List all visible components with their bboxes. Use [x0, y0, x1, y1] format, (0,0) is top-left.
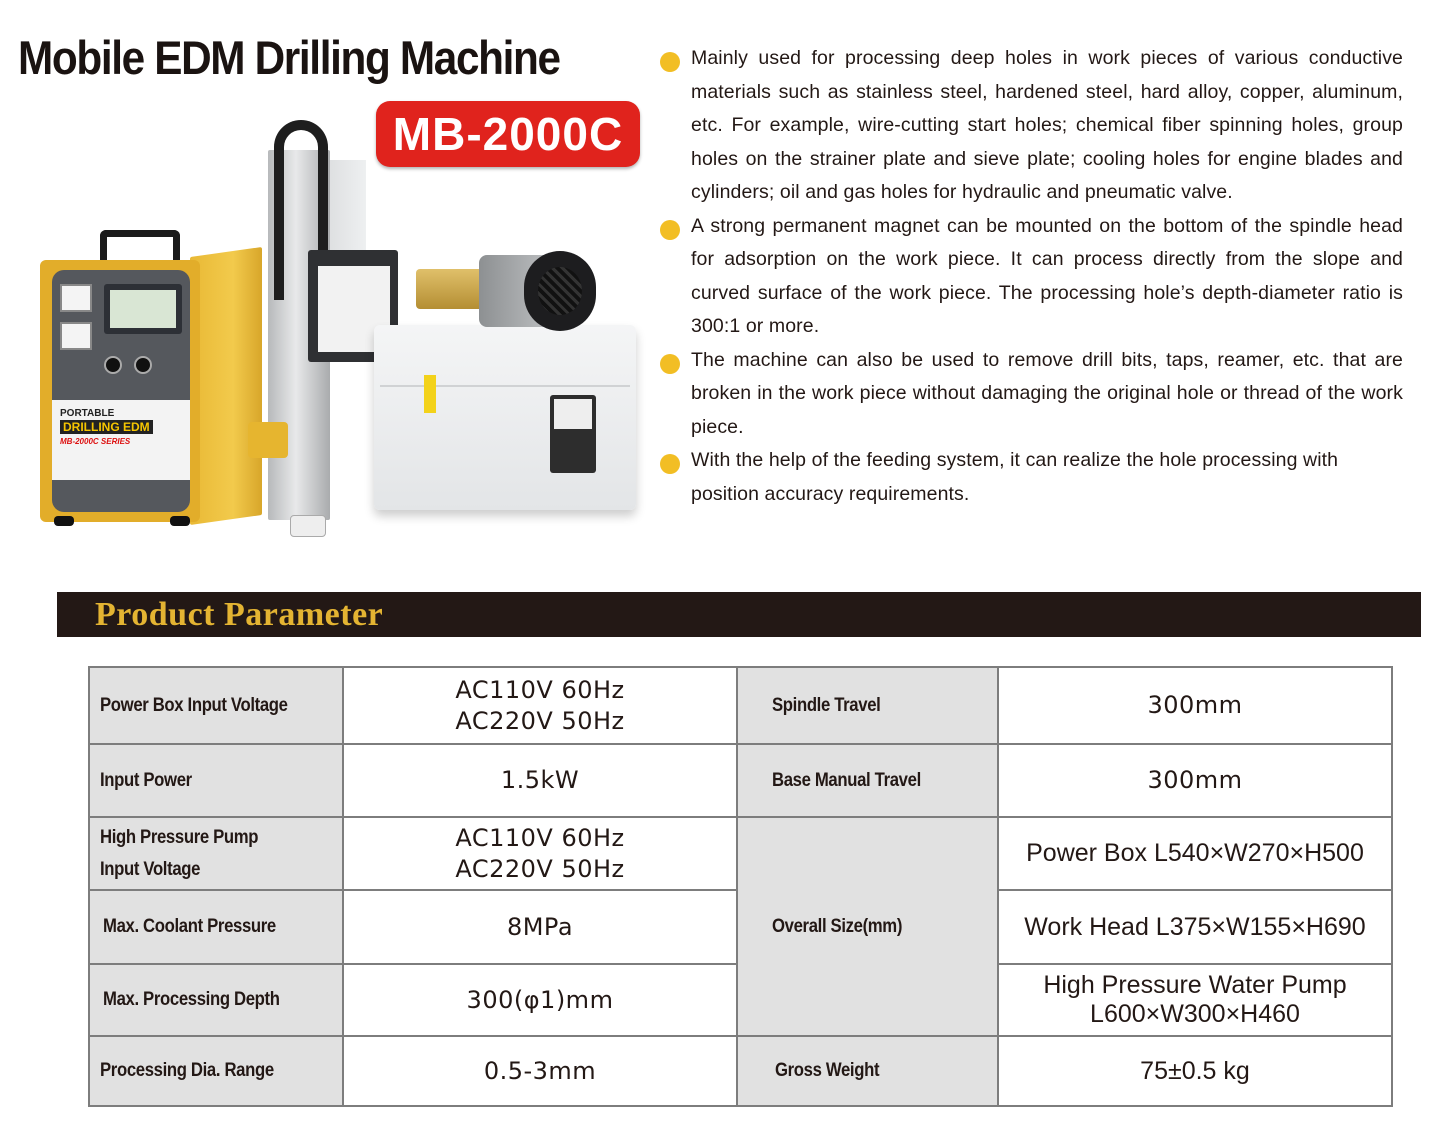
foot-icon [290, 515, 326, 537]
label-base-manual-travel: Base Manual Travel [772, 769, 921, 791]
param-value [998, 744, 1392, 817]
param-label [89, 890, 343, 964]
label-spindle-travel: Spindle Travel [772, 694, 881, 716]
display-screen [104, 284, 182, 334]
label-series: MB-2000C SERIES [60, 437, 131, 446]
feature-item [660, 344, 1403, 445]
label-processing-dia-range: Processing Dia. Range [100, 1060, 274, 1081]
water-pump-image [374, 235, 649, 525]
param-value [343, 817, 737, 890]
label-overall-size: Overall Size(mm) [772, 915, 903, 937]
param-value [343, 1036, 737, 1106]
value-spindle-travel: 300mm [1147, 691, 1243, 719]
pump-head-icon [416, 269, 484, 309]
pump-label [550, 395, 596, 473]
table-row [89, 1036, 1392, 1106]
value-gross-weight: 75±0.5 kg [1140, 1056, 1250, 1085]
feature-list [660, 42, 1403, 511]
table-row [89, 667, 1392, 744]
value-water-pump-size: L600×W300×H460 [1090, 1000, 1300, 1028]
feature-text: The machine can also be used to remove drill bits, taps, reamer, etc. that are broken in the work piece without damaging the original hole or thread of the work piece. [691, 348, 1403, 438]
gauge-icon [60, 322, 92, 350]
param-value [343, 667, 737, 744]
power-box-side [190, 247, 262, 525]
product-photo [36, 115, 651, 555]
label-input-power: Input Power [100, 769, 192, 791]
power-box-label [52, 400, 190, 480]
power-box-image [40, 230, 262, 525]
label-power-box-input-voltage: Power Box Input Voltage [100, 694, 288, 716]
bullet-icon [660, 52, 680, 72]
param-value [998, 817, 1392, 890]
value-max-processing-depth: 300(φ1)mm [466, 985, 614, 1014]
magnet-base-icon [248, 422, 288, 458]
param-value [998, 1036, 1392, 1106]
section-title: Product Parameter [95, 596, 384, 633]
fan-cover-icon [524, 251, 596, 331]
param-label [89, 1036, 343, 1106]
feature-text: With the help of the feeding system, it can realize the hole processing with position accuracy requirements. [691, 449, 1339, 505]
warning-sticker [424, 375, 436, 413]
parameter-table [88, 666, 1393, 1107]
param-value [998, 964, 1392, 1036]
feature-item [660, 444, 1403, 511]
param-value [343, 890, 737, 964]
value-max-coolant-pressure: 8MPa [506, 912, 574, 941]
wheel-icon [54, 516, 74, 526]
feature-text: A strong permanent magnet can be mounted on the bottom of the spindle head for adsorption on the work piece. It can process directly from the slope and curved surface of the work piece. The processing hole’s depth-diameter ratio is 300:1 or more. [691, 214, 1403, 337]
knob-icon [104, 356, 122, 374]
bullet-icon [660, 220, 680, 240]
param-value [998, 667, 1392, 744]
value-line: AC220V 50Hz [455, 854, 625, 883]
table-row [89, 744, 1392, 817]
model-badge: MB-2000C [376, 101, 640, 167]
label-high-pressure-pump: High Pressure Pump [100, 826, 259, 848]
table-row [89, 817, 1392, 890]
param-label [89, 964, 343, 1036]
page-title: Mobile EDM Drilling Machine [18, 31, 560, 84]
power-box-front [40, 260, 200, 522]
param-label [737, 1036, 998, 1106]
value-work-head-size: Work Head L375×W155×H690 [1024, 912, 1366, 941]
feature-text: Mainly used for processing deep holes in work pieces of various conductive materials such as stainless steel, hardened steel, hard alloy, copper, aluminum, etc. For example, wire-cutting start holes; chemical fiber spinning holes, group holes on the strainer plate and sieve plate; cooling holes for engine blades and cylinders; oil and gas holes for hydraulic and pneumatic valve. [691, 47, 1403, 203]
label-portable: PORTABLE [60, 408, 115, 419]
value-input-power: 1.5kW [500, 766, 580, 794]
label-input-voltage: Input Voltage [100, 858, 201, 880]
control-panel [52, 270, 190, 512]
wheel-icon [170, 516, 190, 526]
value-base-manual-travel: 300mm [1147, 766, 1243, 794]
param-label [89, 667, 343, 744]
gauge-icon [60, 284, 92, 312]
value-water-pump-label: High Pressure Water Pump [1043, 971, 1347, 999]
param-value [343, 964, 737, 1036]
bullet-icon [660, 454, 680, 474]
param-value [343, 744, 737, 817]
param-value [998, 890, 1392, 964]
feature-item [660, 210, 1403, 344]
section-header [57, 592, 1421, 637]
knob-icon [134, 356, 152, 374]
label-max-processing-depth: Max. Processing Depth [103, 989, 280, 1010]
value-power-box-size: Power Box L540×W270×H500 [1026, 839, 1364, 867]
value-line: AC220V 50Hz [455, 706, 625, 735]
value-line: AC110V 60Hz [455, 675, 625, 704]
param-label [737, 744, 998, 817]
value-line: AC110V 60Hz [455, 823, 625, 852]
param-label [89, 744, 343, 817]
handle-icon [100, 230, 180, 260]
label-drilling-edm: DRILLING EDM [60, 420, 153, 434]
value-processing-dia-range: 0.5-3mm [483, 1056, 597, 1085]
water-tank [374, 325, 636, 510]
label-gross-weight: Gross Weight [775, 1060, 880, 1081]
label-max-coolant-pressure: Max. Coolant Pressure [103, 916, 276, 937]
param-label [89, 817, 343, 890]
bullet-icon [660, 354, 680, 374]
param-label [737, 667, 998, 744]
param-label [737, 817, 998, 1036]
feature-item [660, 42, 1403, 210]
